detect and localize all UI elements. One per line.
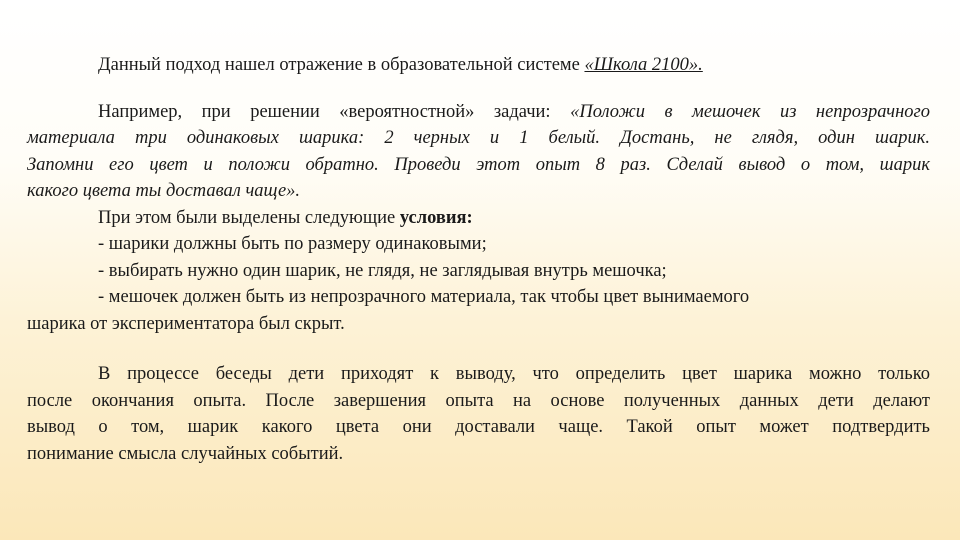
conditions-intro: При этом были выделены следующие [98,207,400,228]
condition-item: - шарики должны быть по размеру одинаковыми; [98,234,487,254]
conclusion-line-2: после окончания опыта. После завершения опыта на основе полученных данных дети делают [27,390,930,411]
task-text-1: «Положи в мешочек из непрозрачного [570,101,931,122]
intro-text: Данный подход нашел отражение в образовательной системе [98,55,585,75]
paragraph-intro [27,52,930,79]
conditions-keyword: условия: [399,207,473,228]
spacer [27,337,930,361]
slide-text-body [27,52,930,467]
school-2100-name: «Школа 2100». [584,55,703,75]
conclusion-line-4: понимание смысла случайных событий. [27,443,344,464]
conclusion-line-3: вывод о том, шарик какого цвета они доставали чаще. Такой опыт может подтвердить [27,417,930,437]
condition-item: - выбирать нужно один шарик, не глядя, не заглядывая внутрь мешочка; [98,260,667,281]
spacer [27,79,930,99]
task-text-4: какого цвета ты доставал чаще». [27,181,301,201]
condition-item-continuation: шарика от экспериментатора был скрыт. [27,313,345,334]
task-text-3: Запомни его цвет и положи обратно. Проведи этот опыт 8 раз. Сделай вывод о том, шарик [27,154,930,175]
task-text-2: материала три одинаковых шарика: 2 черных и 1 белый. Достань, не глядя, один шарик. [27,128,930,148]
example-intro: Например, при решении «вероятностной» задачи: [98,101,571,122]
condition-item: - мешочек должен быть из непрозрачного материала, так чтобы цвет вынимаемого [98,287,750,307]
conclusion-line-1: В процессе беседы дети приходят к выводу, что определить цвет шарика можно только [98,364,930,384]
example-line-1 [27,99,930,126]
conditions-heading [27,205,930,232]
